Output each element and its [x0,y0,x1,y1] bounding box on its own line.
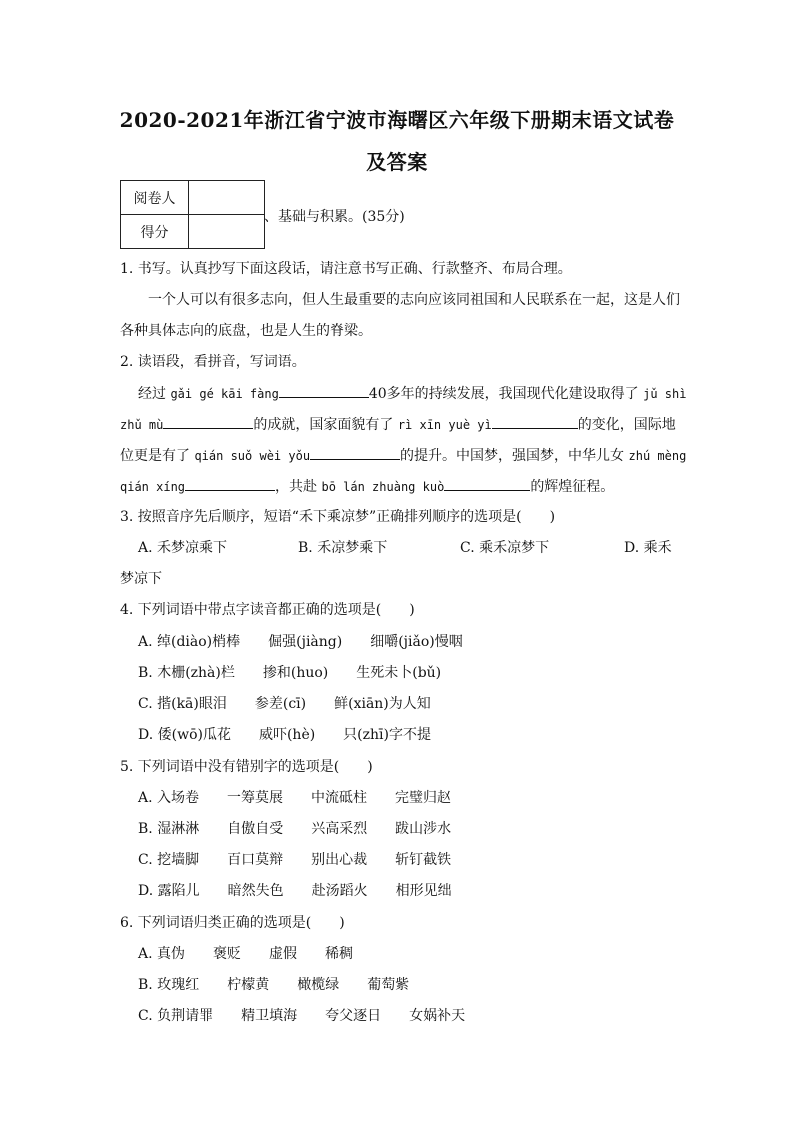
answer-blank[interactable] [279,383,369,398]
pinyin-prompt: gǎi gé kāi fàng [170,387,279,401]
answer-blank[interactable] [444,476,530,491]
option-d: D. 倭(wō)瓜花 威吓(hè) 只(zhī)字不提 [138,727,431,743]
question-1-text-line1: 一个人可以有很多志向，但人生最重要的志向应该同祖国和人民联系在一起，这是人们 [148,292,680,308]
answer-blank[interactable] [185,476,275,491]
passage-text: 经过 [138,386,171,402]
question-4-stem: 4. 下列词语中带点字读音都正确的选项是( ) [120,602,415,618]
question-2-line1 [138,383,686,404]
question-1-text-line2: 各种具体志向的底盘，也是人生的脊梁。 [120,323,372,339]
pinyin-prompt: jǔ shì [643,387,687,401]
page-title: 2020-2021年浙江省宁波市海曙区六年级下册期末语文试卷 [119,108,675,132]
passage-text: 的辉煌征程。 [530,479,615,495]
question-5-stem: 5. 下列词语中没有错别字的选项是( ) [120,759,373,775]
option-d-continued: 梦凉下 [120,571,162,587]
page-title-continued: 及答案 [366,150,428,174]
option-a: A. 入场卷 一筹莫展 中流砥柱 完璧归赵 [138,790,452,806]
pinyin-prompt: zhú mèng [628,449,687,463]
option-c: C. 负荆请罪 精卫填海 夸父逐日 女娲补天 [138,1008,466,1024]
option-c: C. 挖墙脚 百口莫辩 别出心裁 斩钉截铁 [138,852,452,868]
score-table [120,180,265,249]
passage-text: 位更是有了 [120,448,195,464]
pinyin-prompt: bō lán zhuàng kuò [321,480,445,494]
score-cell [189,215,265,249]
pinyin-prompt: qián suǒ wèi yǒu [194,449,311,463]
passage-text: 40多年的持续发展，我国现代化建设取得了 [368,386,644,402]
passage-text: ，共赴 [275,479,322,495]
passage-text: 的提升。中国梦，强国梦，中华儿女 [400,448,629,464]
reviewer-cell [189,181,265,215]
pinyin-prompt: rì xīn yuè yì [397,418,492,432]
option-b: B. 玫瑰红 柠檬黄 橄榄绿 葡萄紫 [138,977,410,993]
question-1-stem: 1. 书写。认真抄写下面这段话，请注意书写正确、行款整齐、布局合理。 [120,261,572,277]
question-2-line3 [120,445,686,466]
passage-text: 的变化，国际地 [577,417,676,433]
option-b: B. 木栅(zhà)栏 掺和(huo) 生死未卜(bǔ) [138,665,442,681]
question-2-stem: 2. 读语段，看拼音，写词语。 [120,354,306,370]
question-2-line2 [120,414,676,435]
pinyin-prompt: qián xíng [120,480,186,494]
option-a: A. 真伪 褒贬 虚假 稀稠 [138,946,354,962]
option-c: C. 揩(kā)眼泪 参差(cī) 鲜(xiān)为人知 [138,696,431,712]
option-b: B. 湿淋淋 自傲自受 兴高采烈 跋山涉水 [138,821,452,837]
answer-blank[interactable] [492,414,578,429]
option-d: D. 露陷儿 暗然失色 赴汤蹈火 相形见绌 [138,883,452,899]
option-b: B. 禾凉梦乘下 [298,540,388,556]
pinyin-prompt: zhǔ mù [120,418,164,432]
section-heading: 、基础与积累。(35分) [264,209,405,225]
option-d: D. 乘禾 [624,540,672,556]
answer-blank[interactable] [163,414,253,429]
passage-text: 的成就，国家面貌有了 [253,417,398,433]
reviewer-label: 阅卷人 [121,181,189,215]
question-6-stem: 6. 下列词语归类正确的选项是( ) [120,915,345,931]
option-a: A. 绰(diào)梢棒 倔强(jiàng) 细嚼(jiǎo)慢咽 [138,634,463,650]
question-3-stem: 3. 按照音序先后顺序，短语“禾下乘凉梦”正确排列顺序的选项是( ) [120,509,556,525]
option-a: A. 禾梦凉乘下 [138,540,228,556]
score-label: 得分 [121,215,189,249]
answer-blank[interactable] [310,445,400,460]
option-c: C. 乘禾凉梦下 [460,540,550,556]
question-2-line4 [120,476,614,497]
